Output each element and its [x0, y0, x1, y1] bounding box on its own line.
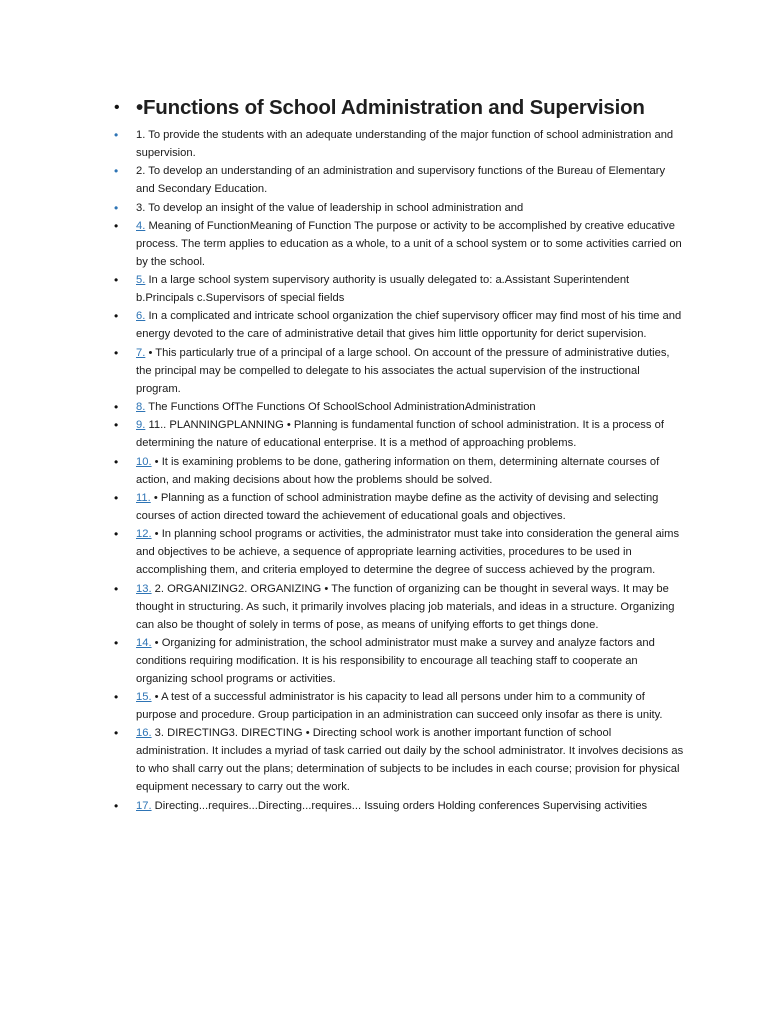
slide-number-link[interactable]: 14. [136, 636, 152, 649]
bullet-icon: • [114, 200, 119, 215]
bullet-icon: • [114, 690, 119, 705]
list-item [114, 416, 684, 452]
list-item [114, 307, 684, 343]
title-row [114, 96, 714, 120]
list-item [114, 724, 684, 796]
item-text: • A test of a successful administrator is his capacity to lead all persons under him to a community of purpose and procedure. Group participation in an administration can succeed only insofar as there is unity. [136, 691, 663, 722]
bullet-icon: • [114, 418, 119, 433]
bullet-icon: • [114, 798, 119, 813]
list-item [114, 126, 684, 162]
list-item [114, 688, 684, 724]
list-item [114, 580, 684, 634]
bullet-icon: • [114, 726, 119, 741]
title-bullet: • [114, 99, 120, 116]
item-text: 3. To develop an insight of the value of leadership in school administration and [136, 201, 524, 214]
list-item [114, 217, 684, 271]
list-item [114, 797, 684, 815]
bullet-list [114, 126, 684, 815]
bullet-icon: • [114, 635, 119, 650]
slide-number-link[interactable]: 17. [136, 799, 152, 812]
item-text: • Planning as a function of school administration maybe define as the activity of devising and selecting courses of action directed toward the achievement of educational goals and objectives. [136, 491, 659, 522]
item-text: 3. DIRECTING3. DIRECTING • Directing school work is another important function of school administration. It includes a myriad of task carried out daily by the school administrator. It involves decisions as to who shall carry out the plans; determination of subjects to be includes in each course; provision for physical equipment necessary to carry out the work. [136, 727, 684, 794]
slide-number-link[interactable]: 5. [136, 274, 146, 287]
bullet-icon: • [114, 273, 119, 288]
list-item [114, 199, 684, 217]
slide-number-link[interactable]: 7. [136, 346, 146, 359]
list-item [114, 398, 684, 416]
page-title: •Functions of School Administration and Supervision [136, 96, 645, 119]
slide-number-link[interactable]: 16. [136, 727, 152, 740]
bullet-icon: • [114, 527, 119, 542]
slide-number-link[interactable]: 6. [136, 310, 146, 323]
bullet-icon: • [114, 218, 119, 233]
slide-number-link[interactable]: 4. [136, 219, 146, 232]
slide-number-link[interactable]: 15. [136, 691, 152, 704]
bullet-icon: • [114, 164, 119, 179]
slide-number-link[interactable]: 13. [136, 582, 152, 595]
item-text: • This particularly true of a principal of a large school. On account of the pressure of administrative duties, the principal may be compelled to delegate to his associates the actual supervision of the instructional program. [136, 346, 670, 395]
list-item [114, 525, 684, 579]
item-text: • It is examining problems to be done, gathering information on them, determining alternate courses of action, and making decisions about how the problems should be solved. [136, 455, 660, 486]
list-item [114, 271, 684, 307]
item-text: Meaning of FunctionMeaning of Function The purpose or activity to be accomplished by creative educative process. The term applies to education as a whole, to a unit of a school system or to some activities carried on by the school. [136, 219, 682, 268]
slide-number-link[interactable]: 12. [136, 528, 152, 541]
bullet-icon: • [114, 454, 119, 469]
item-text: • Organizing for administration, the school administrator must make a survey and analyze factors and conditions requiring modification. It is his responsibility to encourage all teaching staff to cooperate an organizing school programs or activities. [136, 636, 655, 685]
list-item [114, 489, 684, 525]
item-text: The Functions OfThe Functions Of SchoolSchool AdministrationAdministration [148, 401, 536, 414]
item-text: • In planning school programs or activities, the administrator must take into consideration the general aims and objectives to be achieve, a sequence of appropriate learning activities, procedures to be used in accomplishing them, and criteria employed to determine the degree of success achieved by the program. [136, 528, 680, 577]
bullet-icon: • [114, 309, 119, 324]
item-text: 1. To provide the students with an adequate understanding of the major function of school administration and supervision. [136, 129, 674, 159]
item-text: In a large school system supervisory authority is usually delegated to: a.Assistant Superintendent b.Principals c.Supervisors of special fields [136, 274, 630, 305]
slide-number-link[interactable]: 9. [136, 419, 146, 432]
slide-number-link[interactable]: 10. [136, 455, 152, 468]
item-text: 11.. PLANNINGPLANNING • Planning is fundamental function of school administration. It is a process of determining the nature of educational enterprise. It is a method of approaching problems. [136, 419, 664, 450]
bullet-icon: • [114, 490, 119, 505]
bullet-icon: • [114, 345, 119, 360]
item-text: In a complicated and intricate school organization the chief supervisory officer may find most of his time and energy devoted to the care of administrative detail that gives him little opportunity for derict supervision. [136, 310, 682, 341]
item-text: 2. To develop an understanding of an administration and supervisory functions of the Bureau of Elementary and Secondary Education. [136, 165, 666, 196]
slide-number-link[interactable]: 8. [136, 401, 146, 414]
bullet-icon: • [114, 128, 119, 142]
list-item [114, 162, 684, 198]
list-item [114, 634, 684, 688]
slide-number-link[interactable]: 11. [136, 491, 151, 504]
list-item [114, 344, 684, 398]
bullet-icon: • [114, 400, 119, 415]
item-text: 2. ORGANIZING2. ORGANIZING • The function of organizing can be thought in several ways. It may be thought in structuring. As such, it primarily involves placing job materials, and ideas in a structure. Organizing can also be thought of solely in terms of pose, as means of unifying efforts to get things done. [136, 582, 675, 631]
bullet-icon: • [114, 581, 119, 596]
item-text: Directing...requires...Directing...requires... Issuing orders Holding conferences Supervising activities [154, 799, 648, 812]
list-item [114, 453, 684, 489]
